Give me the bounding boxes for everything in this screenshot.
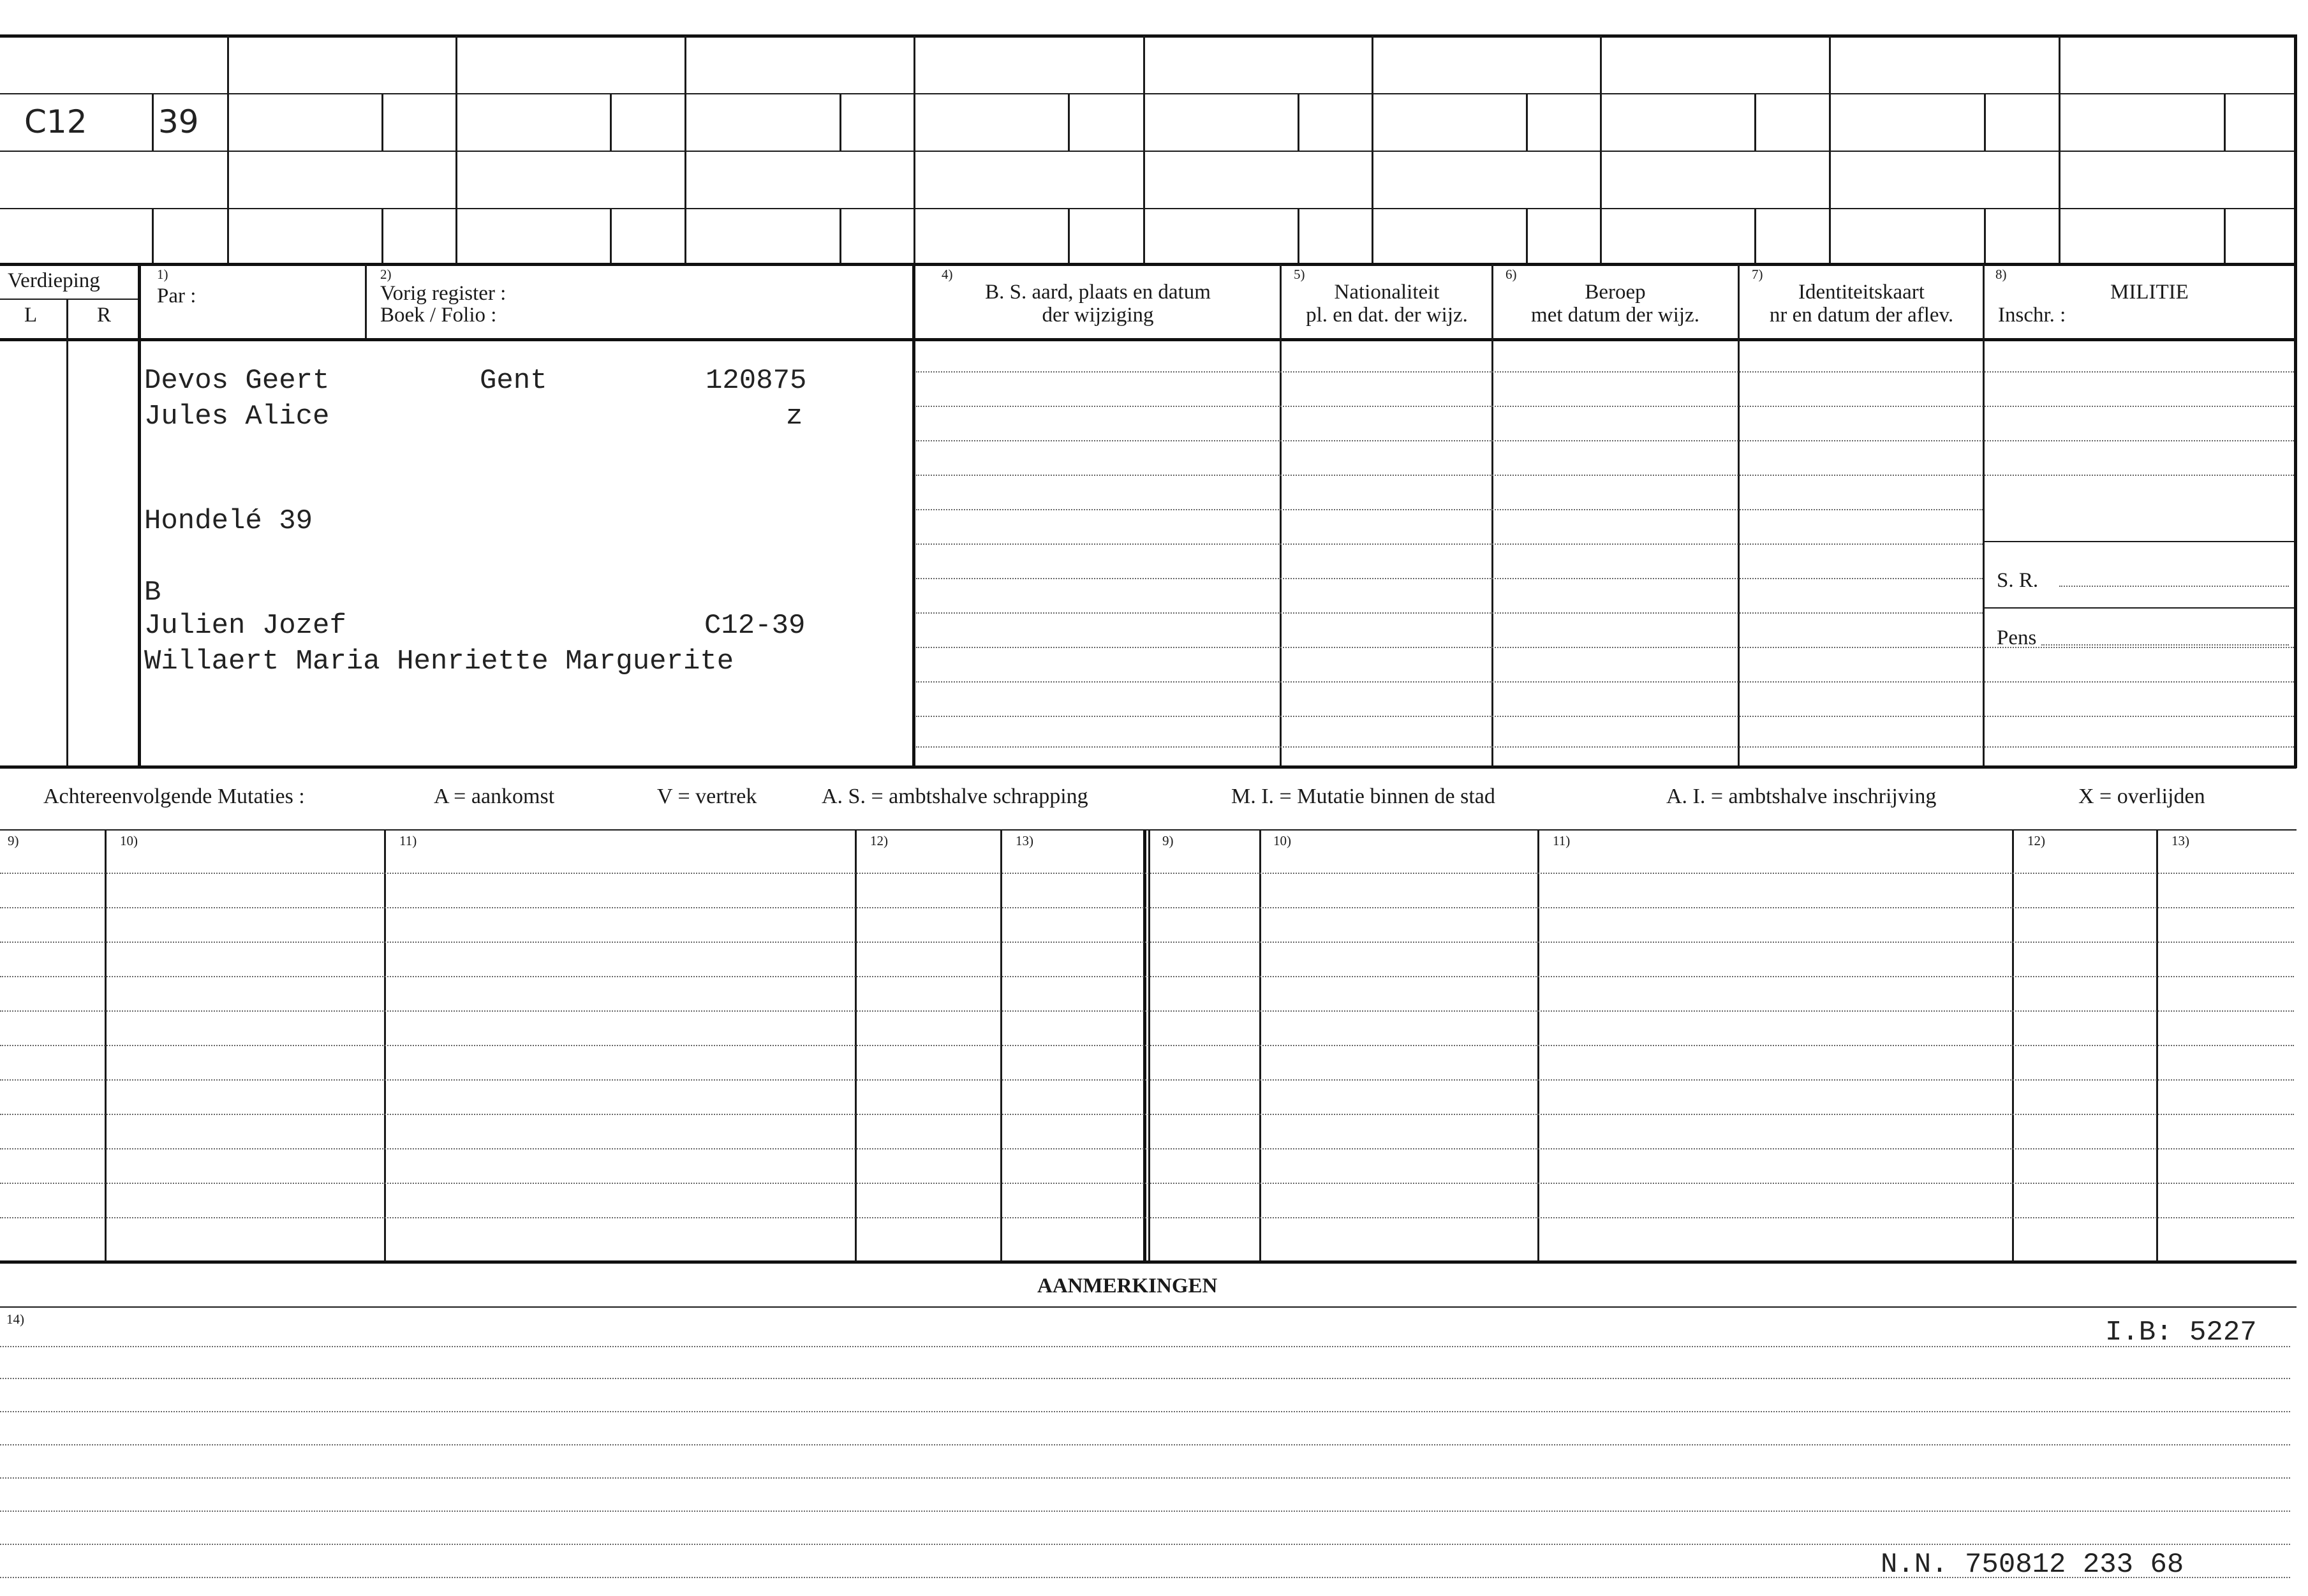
grid-line <box>610 209 612 263</box>
mutation-mi: M. I. = Mutatie binnen de stad <box>1231 785 1495 808</box>
column-number: 13) <box>1016 833 1033 848</box>
dotted-line <box>916 647 2294 648</box>
column-number: 10) <box>120 833 138 848</box>
column-number: 13) <box>2171 833 2189 848</box>
grid-line <box>381 94 383 151</box>
grid-line <box>1526 209 1528 263</box>
sr-label: S. R. <box>1997 569 2039 592</box>
grid-line <box>610 94 612 151</box>
mutation-row <box>0 1148 2294 1149</box>
dotted-line <box>916 406 2294 407</box>
top-border <box>0 34 2297 38</box>
column-number: 11) <box>399 833 417 848</box>
top-grid-bottom <box>0 263 2297 266</box>
militie-label: MILITIE <box>2110 281 2189 304</box>
column-number: 12) <box>870 833 888 848</box>
beroep-label <box>1493 281 1738 327</box>
person-name: Willaert Maria Henriette Marguerite <box>144 646 734 677</box>
col-line <box>1738 264 1740 765</box>
identiteitskaart-line2: nr en datum der aflev. <box>1769 304 1954 327</box>
dotted-line <box>916 371 2294 373</box>
dotted-line <box>916 681 2294 683</box>
grid-line <box>0 93 2297 94</box>
mutation-row <box>0 942 2294 943</box>
verdieping-label: Verdieping <box>8 269 100 292</box>
column-number: 9) <box>1162 833 1174 848</box>
remarks-row <box>0 1378 2290 1379</box>
col-line <box>1491 264 1493 765</box>
dotted-line <box>916 475 2294 476</box>
bs-label <box>916 281 1280 327</box>
field-number: 2) <box>380 267 392 282</box>
field-number: 14) <box>6 1312 24 1327</box>
col-line <box>1983 264 1985 765</box>
identiteitskaart-label <box>1739 281 1984 327</box>
house-number: 39 <box>158 103 199 140</box>
person-name: Jules Alice <box>144 401 330 432</box>
person-name: Devos Geert <box>144 365 330 397</box>
address: Hondelé 39 <box>144 505 313 537</box>
grid-line <box>1298 209 1299 263</box>
col-line <box>66 300 68 765</box>
dotted-line <box>916 543 1983 545</box>
remarks-row <box>0 1444 2290 1445</box>
remarks-row <box>0 1411 2290 1412</box>
pens-label: Pens <box>1997 626 2037 649</box>
grid-line <box>381 209 383 263</box>
dotted-line <box>916 612 1983 614</box>
grid-line <box>1754 209 1756 263</box>
ib-number: I.B: 5227 <box>2105 1317 2257 1348</box>
grid-line <box>152 94 154 151</box>
column-number: 10) <box>1273 833 1291 848</box>
grid-line <box>2224 209 2226 263</box>
militie-divider <box>1984 541 2294 542</box>
column-number: 9) <box>8 833 19 848</box>
mutation-row <box>0 907 2294 908</box>
grid-line <box>1984 94 1986 151</box>
grid-line <box>1372 36 1373 263</box>
remarks-row <box>0 1544 2290 1545</box>
remarks-title: AANMERKINGEN <box>1037 1275 1218 1297</box>
grid-line <box>840 94 841 151</box>
grid-line <box>0 208 2297 209</box>
militie-divider <box>1984 607 2294 609</box>
remarks-row <box>0 1477 2290 1479</box>
bs-label-line2: der wijziging <box>1042 304 1154 327</box>
grid-line <box>1754 94 1756 151</box>
beroep-line1: Beroep <box>1585 281 1646 304</box>
beroep-line2: met datum der wijz. <box>1531 304 1699 327</box>
grid-line <box>1984 209 1986 263</box>
grid-line <box>2059 36 2060 263</box>
remarks-row <box>0 1346 2290 1347</box>
person-mark: z <box>786 401 803 432</box>
field-number: 7) <box>1752 267 1763 282</box>
dotted-line <box>916 578 1983 579</box>
mutation-row <box>0 976 2294 977</box>
mutation-x: X = overlijden <box>2078 785 2205 808</box>
field-number: 5) <box>1294 267 1305 282</box>
grid-right-edge <box>2294 34 2297 768</box>
field-number: 6) <box>1505 267 1517 282</box>
floor-left-label: L <box>24 304 38 327</box>
grid-line <box>1298 94 1299 151</box>
grid-line <box>227 36 229 263</box>
dotted-line <box>916 716 2294 717</box>
grid-line <box>1068 209 1070 263</box>
inschr-label: Inschr. : <box>1998 304 2066 327</box>
dotted-line <box>916 746 2294 748</box>
dotted-line <box>916 440 2294 441</box>
par-label: Par : <box>157 284 196 307</box>
mutation-row <box>0 1045 2294 1046</box>
mutation-row <box>0 1010 2294 1012</box>
mutation-a: A = aankomst <box>434 785 555 808</box>
dotted-line <box>2059 586 2289 587</box>
mutation-ai: A. I. = ambtshalve inschrijving <box>1666 785 1937 808</box>
mutation-row <box>0 1079 2294 1081</box>
grid-line <box>152 209 154 263</box>
dotted-line <box>2041 644 2289 646</box>
mutation-row <box>0 1217 2294 1218</box>
remarks-row <box>0 1511 2290 1512</box>
grid-line <box>0 151 2297 152</box>
birthdate: 120875 <box>706 365 807 397</box>
nationaliteit-line1: Nationaliteit <box>1334 281 1440 304</box>
nationaliteit-line2: pl. en dat. der wijz. <box>1306 304 1468 327</box>
remarks-header-line <box>0 1306 2297 1308</box>
letter-code: B <box>144 577 161 609</box>
dotted-line <box>916 509 1983 510</box>
person-name: Julien Jozef <box>144 610 346 642</box>
col-line <box>912 264 915 765</box>
grid-line <box>1143 36 1145 263</box>
nn-number: N.N. 750812 233 68 <box>1881 1549 2184 1581</box>
header-bottom <box>0 338 2297 341</box>
grid-line <box>455 36 457 263</box>
mutation-heading: Achtereenvolgende Mutaties : <box>43 785 305 808</box>
identiteitskaart-line1: Identiteitskaart <box>1798 281 1925 304</box>
floor-right-label: R <box>97 304 112 327</box>
grid-line <box>914 36 915 263</box>
mutation-row <box>0 873 2294 874</box>
mutation-row <box>0 1114 2294 1115</box>
field-number: 4) <box>942 267 953 282</box>
bs-label-line1: B. S. aard, plaats en datum <box>985 281 1211 304</box>
mutation-as: A. S. = ambtshalve schrapping <box>822 785 1088 808</box>
field-number: 8) <box>1995 267 2007 282</box>
mutation-v: V = vertrek <box>657 785 757 808</box>
grid-line <box>684 36 686 263</box>
verdieping-divider <box>0 299 138 300</box>
grid-line <box>1068 94 1070 151</box>
grid-line <box>1829 36 1831 263</box>
birthplace: Gent <box>480 365 547 397</box>
reference-code: C12-39 <box>704 610 806 642</box>
remarks-top <box>0 1260 2297 1264</box>
mutation-row <box>0 1183 2294 1184</box>
grid-line <box>840 209 841 263</box>
grid-line <box>1526 94 1528 151</box>
grid-line <box>1600 36 1602 263</box>
col-line <box>1280 264 1282 765</box>
boek-folio-label: Boek / Folio : <box>380 304 497 327</box>
col-line <box>138 264 141 765</box>
grid-line <box>2224 94 2226 151</box>
column-number: 12) <box>2027 833 2045 848</box>
mutation-top <box>0 765 2297 769</box>
section-code: C12 <box>24 103 87 140</box>
field-number: 1) <box>157 267 168 282</box>
col-line <box>365 264 367 338</box>
nationaliteit-label <box>1281 281 1493 327</box>
column-number: 11) <box>1553 833 1571 848</box>
vorig-register-label: Vorig register : <box>380 282 507 305</box>
